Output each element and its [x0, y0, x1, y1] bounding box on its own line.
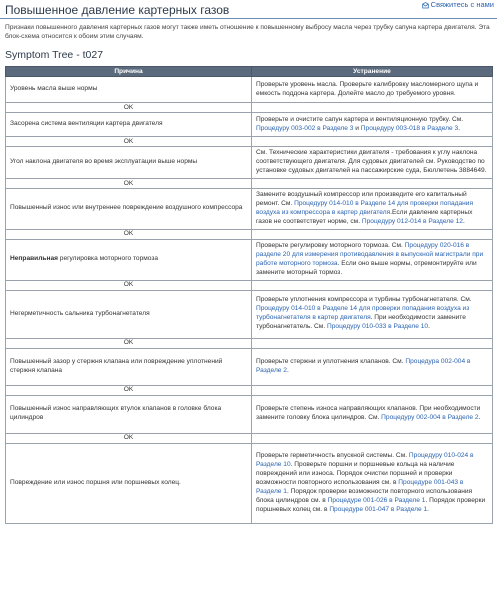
title-bar	[0, 0, 497, 19]
cause-text: Уровень масла выше нормы	[10, 85, 98, 93]
fix-text: См. Технические характеристики двигателя - требования к углу наклона соответствующего двигателя. Для судовых двигателей см. Руководство по установке судовых двигателей на пассажирские суда, Бюллетень 3884649.	[256, 149, 487, 174]
fix-text: . Проверьте поршни и поршневые кольца на наличие повреждений или износа. Порядок очистки поршней и проверки возможности повторного использования см. в	[256, 460, 455, 486]
ok-label: OK	[6, 338, 252, 348]
fix-text: .	[458, 124, 461, 132]
cause-bold-text: Неправильная	[10, 255, 58, 263]
fix-text: Проверьте и очистите сапун картера и вентиляционную трубку. См.	[256, 115, 464, 123]
ok-label: OK	[6, 103, 252, 113]
ok-empty-cell	[252, 103, 493, 113]
fix-text: .	[428, 323, 430, 331]
ok-label: OK	[6, 280, 252, 290]
table-row	[6, 113, 493, 137]
cause-cell	[6, 443, 252, 523]
ok-empty-cell	[252, 179, 493, 189]
fix-text: . При необходимости замените турбонагнетатель. См.	[256, 314, 466, 331]
cause-text: Засорена система вентиляции картера двигателя	[10, 120, 163, 128]
contact-label[interactable]: Свяжитесь с нами	[430, 0, 494, 9]
procedure-link[interactable]: Процедуре 001-043 в Разделе 1	[256, 478, 464, 495]
cause-text: Повышенный износ направляющих втулок клапанов в головке блока цилиндров	[10, 405, 222, 422]
ok-label: OK	[6, 179, 252, 189]
fix-cell	[252, 147, 493, 179]
procedure-link[interactable]: Процедуру 003-002 в Разделе 3	[256, 124, 354, 132]
ok-empty-cell	[252, 338, 493, 348]
ok-row	[6, 229, 493, 239]
procedure-link[interactable]: Процедуру 010-033 в Разделе 10	[327, 323, 429, 331]
ok-row	[6, 103, 493, 113]
symptom-tree-table	[5, 66, 493, 524]
procedure-link[interactable]: Процедуру 002-004 в Разделе 2	[381, 414, 479, 422]
fix-text: .	[427, 505, 430, 513]
symptom-tree-title: Symptom Tree - t027	[5, 49, 104, 61]
cause-text: регулировка моторного тормоза	[57, 255, 159, 263]
cause-text: Повышенный износ или внутреннее повреждение воздушного компрессора	[10, 204, 243, 212]
fix-cell	[252, 189, 493, 230]
table-row	[6, 239, 493, 280]
fix-cell	[252, 77, 493, 103]
cause-cell	[6, 189, 252, 230]
cause-text: Угол наклона двигателя во время эксплуатации выше нормы	[10, 158, 198, 166]
fix-cell	[252, 113, 493, 137]
fix-cell	[252, 395, 493, 433]
fix-text: и	[353, 124, 361, 132]
table-row	[6, 290, 493, 338]
fix-cell	[252, 239, 493, 280]
fix-text: Проверьте регулировку моторного тормоза. См.	[256, 241, 405, 249]
page-title: Повышенное давление картерных газов	[5, 3, 230, 17]
fix-text: Проверьте стержни и уплотнения клапанов. См.	[256, 357, 406, 365]
fix-text: .Если давление картерных газов не соответствует норме, см.	[256, 208, 473, 225]
ok-row	[6, 137, 493, 147]
cause-text: Повышенный зазор у стержня клапана или повреждение уплотнений стержня клапана	[10, 357, 223, 374]
ok-empty-cell	[252, 137, 493, 147]
ok-label: OK	[6, 433, 252, 443]
fix-text: Проверьте герметичность впускной системы. См.	[256, 451, 409, 459]
contact-icon	[422, 2, 429, 9]
procedure-link[interactable]: Процедуру 014-010 в Разделе 14 для проверки попадания воздуха из компрессора в картер двигателя	[256, 199, 474, 216]
ok-row	[6, 385, 493, 395]
fix-text: .	[478, 414, 481, 422]
table-header-row	[6, 67, 493, 77]
cause-cell	[6, 348, 252, 385]
cause-text: Повреждение или износ поршня или поршневых колец.	[10, 478, 181, 486]
fix-cell	[252, 348, 493, 385]
cause-cell	[6, 395, 252, 433]
ok-empty-cell	[252, 229, 493, 239]
fix-text: Проверьте уплотнения компрессора и турбины турбонагнетателя. См.	[256, 296, 472, 304]
ok-row	[6, 338, 493, 348]
cause-cell	[6, 290, 252, 338]
header-fix: Устранение	[252, 67, 493, 77]
intro-text: Признаки повышенного давления картерных газов могут также иметь отношение к повышенному выбросу масла через трубку сапуна картера двигателя. Эта блок-схема относится к обоим этим случаям.	[5, 24, 490, 40]
cause-cell	[6, 113, 252, 137]
ok-empty-cell	[252, 433, 493, 443]
procedure-link[interactable]: Процедуре 001-047 в Разделе 1	[329, 505, 428, 513]
ok-row	[6, 179, 493, 189]
fix-text: Замените воздушный компрессор или произведите его капитальный ремонт. См.	[256, 191, 467, 207]
ok-empty-cell	[252, 385, 493, 395]
table-row	[6, 395, 493, 433]
fix-cell	[252, 443, 493, 523]
ok-row	[6, 433, 493, 443]
cause-cell	[6, 77, 252, 103]
cause-cell	[6, 147, 252, 179]
fix-text: . Порядок проверки поршневых колец см. в	[256, 496, 486, 513]
ok-label: OK	[6, 229, 252, 239]
table-row	[6, 77, 493, 103]
procedure-link[interactable]: Процедуру 014-010 в Разделе 14 для проверки попадания воздуха из турбонагнетателя в картер двигателя	[256, 305, 470, 322]
fix-text: Проверьте уровень масла. Проверьте калибровку масломерного щупа и емкость поддона картера. Долейте масло до требуемого уровня.	[256, 80, 479, 97]
fix-text: .	[462, 217, 465, 225]
contact-link[interactable]	[422, 0, 494, 10]
ok-label: OK	[6, 137, 252, 147]
procedure-link[interactable]: Процедура 002-004 в Разделе 2	[256, 357, 471, 374]
table-row	[6, 147, 493, 179]
table-body	[6, 77, 493, 524]
ok-row	[6, 280, 493, 290]
table-row	[6, 443, 493, 523]
fix-cell	[252, 290, 493, 338]
fix-text: Проверьте степень износа направляющих клапанов. При необходимости замените головку блока цилиндров. См.	[256, 405, 481, 422]
cause-text: Негерметичность сальника турбонагнетателя	[10, 309, 150, 317]
ok-label: OK	[6, 385, 252, 395]
fix-text: . Порядок проверки возможности повторного использования блока цилиндров см. в	[256, 487, 473, 504]
table-row	[6, 348, 493, 385]
ok-empty-cell	[252, 280, 493, 290]
procedure-link[interactable]: Процедуру 020-016 в разделе 20 для измерения противодавления в выпускной магистрали при работе моторного тормоза	[256, 241, 484, 267]
procedure-link[interactable]: Процедуру 012-014 в Разделе 12	[361, 217, 463, 225]
table-row	[6, 189, 493, 230]
fix-text: .	[286, 366, 289, 374]
procedure-link[interactable]: Процедуре 001-026 в Разделе 1	[327, 496, 426, 504]
fix-text: . Если оно выше нормы, отремонтируйте или замените моторный тормоз.	[256, 259, 477, 276]
header-cause: Причина	[6, 67, 252, 77]
cause-cell	[6, 239, 252, 280]
procedure-link[interactable]: Процедуру 003-018 в Разделе 3	[360, 124, 459, 132]
procedure-link[interactable]: Процедуру 010-024 в Разделе 10	[256, 451, 474, 468]
